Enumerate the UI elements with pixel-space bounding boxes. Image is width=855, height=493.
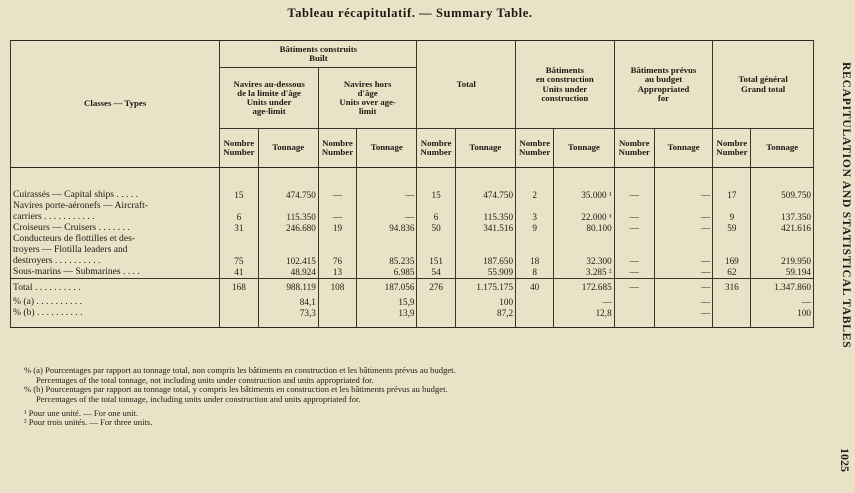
cell-t1: 474.750: [258, 190, 318, 201]
cell-n2: [318, 201, 356, 212]
cell-ng: [713, 201, 751, 212]
spacer-cell: [417, 319, 455, 328]
cell-tb: —: [654, 279, 712, 298]
header-tonnage: Tonnage: [654, 129, 712, 168]
note-b-en: Percentages of the total tonnage, including units under construction and units appropriated for.: [36, 393, 361, 404]
cell-tt: 87,2: [455, 308, 515, 319]
note-a-fr: % (a) Pourcentages par rapport au tonnage total, non compris les bâtiments en construction et les bâtiments prévus au budget.: [24, 365, 456, 375]
cell-n2: —: [318, 190, 356, 201]
summary-table: [10, 40, 814, 328]
spacer-cell: [751, 168, 814, 191]
row-label: % (b) . . . . . . . . . .: [11, 308, 220, 319]
cell-nc: 3: [516, 212, 554, 223]
row-label: troyers — Flotilla leaders and: [11, 245, 220, 256]
cell-n2: 76: [318, 256, 356, 267]
cell-ng: 17: [713, 190, 751, 201]
spacer-cell: [11, 168, 220, 191]
cell-n2: [318, 245, 356, 256]
cell-t1: 246.680: [258, 223, 318, 234]
spacer-cell: [554, 168, 614, 191]
cell-tt: 187.650: [455, 256, 515, 267]
row-label: Cuirassés — Capital ships . . . . .: [11, 190, 220, 201]
cell-tb: —: [654, 308, 712, 319]
cell-n2: —: [318, 212, 356, 223]
header-tonnage: Tonnage: [258, 129, 318, 168]
spacer-cell: [516, 319, 554, 328]
table-row: [11, 201, 814, 212]
cell-tt: 474.750: [455, 190, 515, 201]
running-head: RECAPITULATION AND STATISTICAL TABLES: [840, 62, 852, 349]
cell-tb: —: [654, 190, 712, 201]
header-nombre: Nombre Number: [713, 129, 751, 168]
cell-n2: [318, 234, 356, 245]
footnote-2: ² Pour trois unités. — For three units.: [24, 417, 153, 428]
spacer-cell: [713, 319, 751, 328]
page-title: Tableau récapitulatif. — Summary Table.: [287, 6, 533, 20]
cell-t2: —: [357, 212, 417, 223]
cell-nb: —: [614, 212, 654, 223]
cell-tg: 100: [751, 308, 814, 319]
cell-tb: —: [654, 212, 712, 223]
spacer-cell: [417, 168, 455, 191]
row-label: % (a) . . . . . . . . . .: [11, 297, 220, 308]
spacer-cell: [318, 319, 356, 328]
cell-tg: 509.750: [751, 190, 814, 201]
cell-ng: 62: [713, 267, 751, 279]
cell-nc: [516, 201, 554, 212]
cell-t1: [258, 234, 318, 245]
percentage-row: [11, 308, 814, 319]
cell-tg: [751, 245, 814, 256]
cell-t2: [357, 245, 417, 256]
cell-t2: 94.836: [357, 223, 417, 234]
cell-t1: 73,3: [258, 308, 318, 319]
header-budget: Bâtiments prévus au budget Appropriated for: [614, 41, 713, 129]
spacer-cell: [516, 168, 554, 191]
cell-tc: [554, 201, 614, 212]
cell-t2: [357, 201, 417, 212]
table-row: [11, 267, 814, 279]
row-label: Navires porte-aéronefs — Aircraft-: [11, 201, 220, 212]
note-b-fr: % (b) Pourcentages par rapport au tonnage total, y compris les bâtiments en construction et les bâtiments prévus au budget.: [24, 384, 448, 395]
row-label: Conducteurs de flottilles et des-: [11, 234, 220, 245]
table-row: [11, 223, 814, 234]
cell-tb: —: [654, 297, 712, 308]
total-row: [11, 279, 814, 298]
cell-tt: 55.909: [455, 267, 515, 279]
cell-tb: [654, 201, 712, 212]
cell-nb: —: [614, 256, 654, 267]
cell-nc: 9: [516, 223, 554, 234]
cell-nc: [516, 234, 554, 245]
cell-tt: [455, 201, 515, 212]
cell-nt: 50: [417, 223, 455, 234]
cell-nb: [614, 297, 654, 308]
header-nombre: Nombre Number: [516, 129, 554, 168]
spacer-cell: [357, 319, 417, 328]
cell-nt: [417, 201, 455, 212]
cell-nt: 276: [417, 279, 455, 298]
row-label: Croiseurs — Cruisers . . . . . . .: [11, 223, 220, 234]
cell-nt: [417, 234, 455, 245]
cell-nt: [417, 297, 455, 308]
cell-n1: 41: [220, 267, 258, 279]
cell-n2: 13: [318, 267, 356, 279]
cell-ng: [713, 245, 751, 256]
cell-n1: 75: [220, 256, 258, 267]
cell-t2: 15,9: [357, 297, 417, 308]
cell-t2: 85.235: [357, 256, 417, 267]
cell-nc: 18: [516, 256, 554, 267]
cell-tc: [554, 234, 614, 245]
header-tonnage: Tonnage: [554, 129, 614, 168]
cell-tt: [455, 245, 515, 256]
header-construction: Bâtiments en construction Units under construction: [516, 41, 615, 129]
cell-t1: 84,1: [258, 297, 318, 308]
footnotes: [24, 366, 814, 428]
cell-t1: 988.119: [258, 279, 318, 298]
cell-tc: 3.285 ²: [554, 267, 614, 279]
header-nombre: Nombre Number: [220, 129, 258, 168]
cell-tc: 22.000 ¹: [554, 212, 614, 223]
cell-nb: —: [614, 223, 654, 234]
header-nombre: Nombre Number: [318, 129, 356, 168]
spacer-cell: [357, 168, 417, 191]
cell-tt: 1.175.175: [455, 279, 515, 298]
header-built: Bâtiments construits Built: [220, 41, 417, 68]
header-classes: Classes — Types: [11, 41, 220, 168]
cell-nt: 6: [417, 212, 455, 223]
cell-tb: [654, 245, 712, 256]
row-label: carriers . . . . . . . . . . .: [11, 212, 220, 223]
cell-tg: [751, 201, 814, 212]
spacer-cell: [258, 319, 318, 328]
spacer-cell: [258, 168, 318, 191]
cell-tg: 1.347.860: [751, 279, 814, 298]
cell-nt: [417, 308, 455, 319]
cell-tg: —: [751, 297, 814, 308]
header-tonnage: Tonnage: [357, 129, 417, 168]
cell-n2: 19: [318, 223, 356, 234]
cell-nt: 151: [417, 256, 455, 267]
cell-t1: 48.924: [258, 267, 318, 279]
spacer-cell: [654, 319, 712, 328]
header-under-age: Navires au-dessous de la limite d'âge Units under age-limit: [220, 68, 319, 129]
cell-tc: [554, 245, 614, 256]
footnote-1: ¹ Pour une unité. — For one unit.: [24, 407, 139, 418]
cell-nt: 54: [417, 267, 455, 279]
spacer-cell: [318, 168, 356, 191]
cell-n2: [318, 297, 356, 308]
cell-nb: —: [614, 279, 654, 298]
header-grand-total: Total général Grand total: [713, 41, 814, 129]
cell-tc: —: [554, 297, 614, 308]
header-tonnage: Tonnage: [751, 129, 814, 168]
spacer-cell: [455, 168, 515, 191]
cell-nc: 40: [516, 279, 554, 298]
cell-ng: 316: [713, 279, 751, 298]
cell-tc: 172.685: [554, 279, 614, 298]
table-row: [11, 190, 814, 201]
cell-n1: [220, 201, 258, 212]
cell-nt: 15: [417, 190, 455, 201]
cell-tc: 32.300: [554, 256, 614, 267]
cell-n1: [220, 245, 258, 256]
row-label: Sous-marins — Submarines . . . .: [11, 267, 220, 279]
cell-tg: 59.194: [751, 267, 814, 279]
cell-tb: —: [654, 256, 712, 267]
spacer-cell: [751, 319, 814, 328]
cell-nc: [516, 308, 554, 319]
cell-nc: [516, 297, 554, 308]
spacer-row: [11, 319, 814, 328]
row-label: Total . . . . . . . . . .: [11, 279, 220, 298]
cell-ng: [713, 297, 751, 308]
cell-tt: 341.516: [455, 223, 515, 234]
header-nombre: Nombre Number: [614, 129, 654, 168]
cell-nb: [614, 201, 654, 212]
spacer-cell: [220, 319, 258, 328]
spacer-cell: [220, 168, 258, 191]
percentage-row: [11, 297, 814, 308]
cell-n1: 31: [220, 223, 258, 234]
cell-tg: [751, 234, 814, 245]
page-number: 1025: [838, 448, 852, 472]
spacer-cell: [11, 319, 220, 328]
table-row: [11, 256, 814, 267]
cell-t2: 13,9: [357, 308, 417, 319]
spacer-row: [11, 168, 814, 191]
cell-nc: [516, 245, 554, 256]
spacer-cell: [614, 168, 654, 191]
cell-tt: 115.350: [455, 212, 515, 223]
cell-n1: [220, 234, 258, 245]
cell-tg: 421.616: [751, 223, 814, 234]
cell-nc: 8: [516, 267, 554, 279]
header-over-age: Navires hors d'âge Units over age- limit: [318, 68, 417, 129]
cell-t1: 115.350: [258, 212, 318, 223]
cell-tc: 12,8: [554, 308, 614, 319]
cell-nb: [614, 245, 654, 256]
cell-t1: [258, 201, 318, 212]
cell-t2: 6.985: [357, 267, 417, 279]
cell-n1: 15: [220, 190, 258, 201]
cell-tt: [455, 234, 515, 245]
header-nombre: Nombre Number: [417, 129, 455, 168]
cell-tg: 219.950: [751, 256, 814, 267]
spacer-cell: [654, 168, 712, 191]
header-tonnage: Tonnage: [455, 129, 515, 168]
row-label: destroyers . . . . . . . . . .: [11, 256, 220, 267]
cell-ng: 59: [713, 223, 751, 234]
cell-n1: [220, 308, 258, 319]
cell-n1: 6: [220, 212, 258, 223]
cell-n1: [220, 297, 258, 308]
spacer-cell: [554, 319, 614, 328]
cell-ng: [713, 308, 751, 319]
header-total: Total: [417, 41, 516, 129]
cell-tg: 137.350: [751, 212, 814, 223]
cell-tc: 35.000 ¹: [554, 190, 614, 201]
cell-t2: 187.056: [357, 279, 417, 298]
cell-nc: 2: [516, 190, 554, 201]
cell-nt: [417, 245, 455, 256]
spacer-cell: [455, 319, 515, 328]
cell-nb: [614, 234, 654, 245]
cell-ng: 9: [713, 212, 751, 223]
cell-t2: —: [357, 190, 417, 201]
cell-nb: —: [614, 190, 654, 201]
cell-tb: —: [654, 223, 712, 234]
table-row: [11, 212, 814, 223]
cell-ng: [713, 234, 751, 245]
cell-n2: 108: [318, 279, 356, 298]
cell-t2: [357, 234, 417, 245]
cell-t1: 102.415: [258, 256, 318, 267]
cell-n2: [318, 308, 356, 319]
cell-ng: 169: [713, 256, 751, 267]
cell-nb: —: [614, 267, 654, 279]
note-a-en: Percentages of the total tonnage, not including units under construction and units appropriated for.: [36, 374, 374, 385]
cell-nb: [614, 308, 654, 319]
cell-t1: [258, 245, 318, 256]
cell-tb: [654, 234, 712, 245]
cell-tt: 100: [455, 297, 515, 308]
cell-tc: 80.100: [554, 223, 614, 234]
spacer-cell: [713, 168, 751, 191]
spacer-cell: [614, 319, 654, 328]
table-row: [11, 245, 814, 256]
cell-tb: —: [654, 267, 712, 279]
cell-n1: 168: [220, 279, 258, 298]
table-row: [11, 234, 814, 245]
